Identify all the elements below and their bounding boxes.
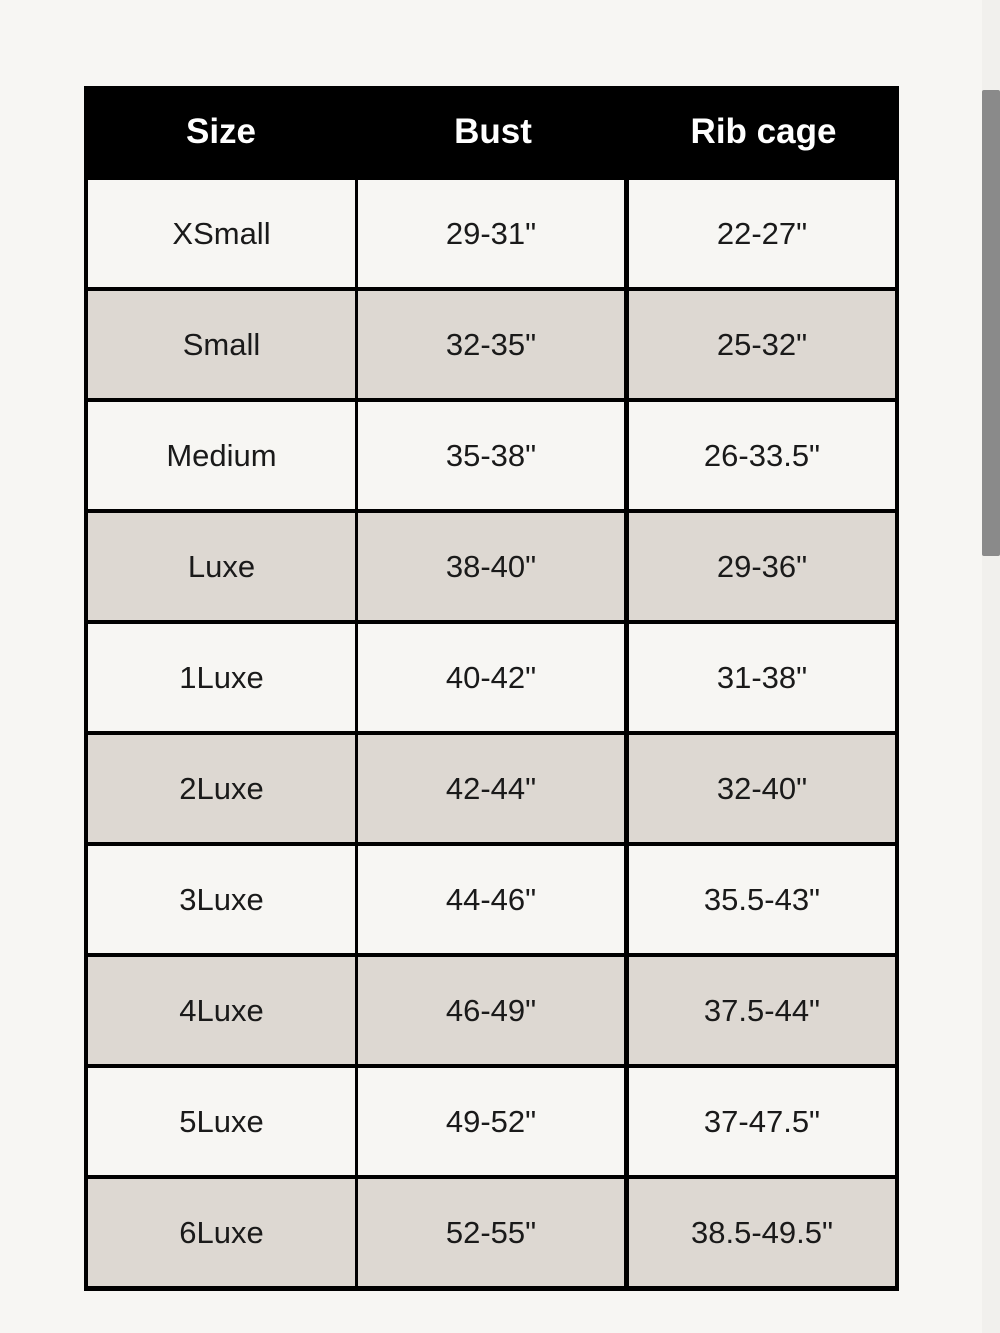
table-row [84, 402, 899, 513]
table-row [84, 291, 899, 402]
size-cell: 3Luxe [88, 846, 355, 953]
rib-cage-cell: 22-27" [629, 180, 895, 287]
header-bust: Bust [454, 112, 532, 151]
rib-cage-cell: 31-38" [629, 624, 895, 731]
header-rib-cage: Rib cage [690, 112, 837, 151]
rib-cage-cell: 25-32" [629, 291, 895, 398]
bust-cell: 29-31" [358, 180, 624, 287]
table-row [84, 624, 899, 735]
table-header-row [84, 86, 899, 178]
rib-cage-cell: 37.5-44" [629, 957, 895, 1064]
size-cell: 1Luxe [88, 624, 355, 731]
bust-cell: 40-42" [358, 624, 624, 731]
size-cell: 2Luxe [88, 735, 355, 842]
size-chart-table [84, 86, 899, 1291]
rib-cage-cell: 37-47.5" [629, 1068, 895, 1175]
rib-cage-cell: 29-36" [629, 513, 895, 620]
size-cell: Small [88, 291, 355, 398]
size-cell: 5Luxe [88, 1068, 355, 1175]
size-cell: Luxe [88, 513, 355, 620]
size-cell: Medium [88, 402, 355, 509]
rib-cage-cell: 32-40" [629, 735, 895, 842]
bust-cell: 49-52" [358, 1068, 624, 1175]
scrollbar-track[interactable] [982, 0, 1000, 1333]
table-row [84, 180, 899, 291]
bust-cell: 46-49" [358, 957, 624, 1064]
size-cell: 4Luxe [88, 957, 355, 1064]
table-row [84, 957, 899, 1068]
table-row [84, 1068, 899, 1179]
bust-cell: 35-38" [358, 402, 624, 509]
rib-cage-cell: 26-33.5" [629, 402, 895, 509]
bust-cell: 44-46" [358, 846, 624, 953]
table-row [84, 513, 899, 624]
table-row [84, 846, 899, 957]
size-cell: XSmall [88, 180, 355, 287]
size-cell: 6Luxe [88, 1179, 355, 1286]
rib-cage-cell: 35.5-43" [629, 846, 895, 953]
bust-cell: 42-44" [358, 735, 624, 842]
bust-cell: 32-35" [358, 291, 624, 398]
header-size: Size [185, 112, 257, 151]
bust-cell: 52-55" [358, 1179, 624, 1286]
table-row [84, 735, 899, 846]
rib-cage-cell: 38.5-49.5" [629, 1179, 895, 1286]
table-row [84, 1179, 899, 1290]
bust-cell: 38-40" [358, 513, 624, 620]
scrollbar-thumb[interactable] [982, 90, 1000, 556]
